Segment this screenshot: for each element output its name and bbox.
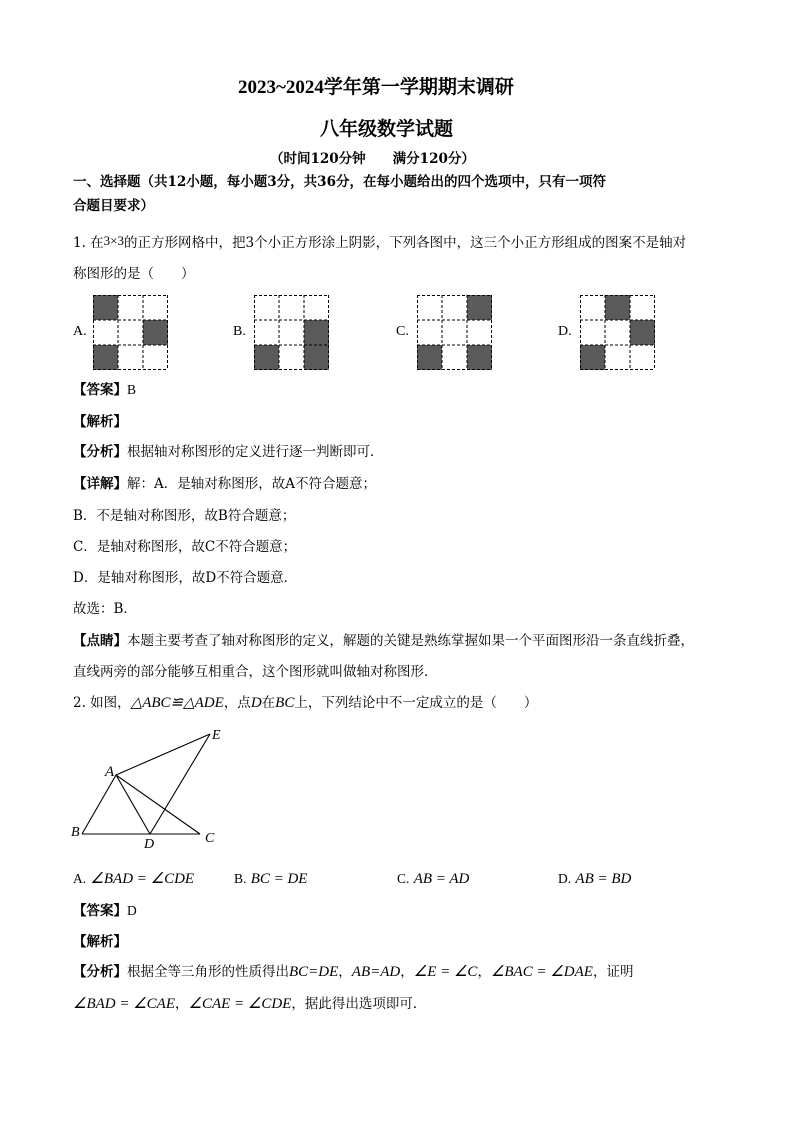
fenxi-m3: ∠E = ∠C <box>413 964 478 980</box>
section-heading: 一、选择题（共12小题，每小题3分，共36分，在每小题给出的四个选项中，只有一项符 <box>73 174 606 190</box>
shaded-cell <box>605 295 630 320</box>
fenxi-s5: ， <box>175 996 189 1012</box>
answer-value: B <box>127 382 137 397</box>
q2-fenxi-cont <box>73 994 426 1014</box>
q1-dianjing-cont: 直线两旁的部分能够互相重合，这个图形就叫做轴对称图形． <box>73 664 438 680</box>
q1-dianjing <box>73 631 694 651</box>
question-2-text <box>73 693 537 713</box>
q1-option-c-label: C. <box>396 324 409 339</box>
shaded-cell <box>467 345 492 370</box>
answer-tag: 【答案】 <box>73 903 127 919</box>
q2-option-a <box>73 869 194 889</box>
q2-option-d <box>558 869 631 889</box>
section-heading-cont: 合题目要求） <box>73 198 154 214</box>
q2-triangle-figure <box>65 722 230 852</box>
q2-mid2: 在 <box>261 695 276 711</box>
q1-option-d-label: D. <box>558 324 572 339</box>
fenxi-s2: ， <box>400 964 414 980</box>
question-1-text <box>73 231 686 253</box>
fenxi-m5: ∠BAD = ∠CAE <box>73 996 176 1012</box>
q2-mid1: ，点 <box>223 695 251 711</box>
q2-option-c-expr: AB = AD <box>413 871 470 887</box>
shaded-cell <box>254 345 279 370</box>
shaded-cell <box>304 345 329 370</box>
shaded-cell <box>304 320 329 345</box>
xiangjie-text: 解：A．是轴对称图形，故A不符合题意； <box>127 476 376 492</box>
shaded-cell <box>580 345 605 370</box>
q1-choose: 故选：B． <box>73 601 137 617</box>
q1-analysis-tag: 【解析】 <box>73 414 127 430</box>
fenxi-s4: ，证明 <box>592 964 634 980</box>
q1-answer <box>73 380 136 400</box>
fenxi-pre: 根据全等三角形的性质得出 <box>127 964 289 980</box>
q1-line-d: D．是轴对称图形，故D不符合题意． <box>73 570 298 586</box>
q2-option-b <box>234 869 307 889</box>
fenxi-s1: ， <box>338 964 352 980</box>
q2-option-c <box>397 869 469 889</box>
fenxi-text: 根据轴对称图形的定义进行逐一判断即可． <box>127 444 384 460</box>
q2-analysis-tag: 【解析】 <box>73 934 127 950</box>
shaded-cell <box>467 295 492 320</box>
grid-3x3 <box>580 295 655 370</box>
q2-option-d-expr: AB = BD <box>575 871 632 887</box>
fenxi-m6: ∠CAE = ∠CDE <box>188 996 292 1012</box>
fenxi-post: ，据此得出选项即可． <box>291 996 427 1012</box>
q1-option-c-grid <box>417 295 492 370</box>
grid-3x3 <box>93 295 168 370</box>
grid-3x3 <box>254 295 329 370</box>
q1-line-b: B．不是轴对称图形，故B符合题意； <box>73 508 296 524</box>
q1-suffix: 的正方形网格中，把3个小正方形涂上阴影，下列各图中，这三个小正方形组成的图案不是轴对 <box>124 235 687 251</box>
q2-fenxi <box>73 962 633 982</box>
q1-line-c: C．是轴对称图形，故C不符合题意； <box>73 539 297 555</box>
q2-prefix: 2. 如图， <box>73 695 131 711</box>
q2-answer <box>73 901 137 921</box>
fenxi-s3: ， <box>477 964 491 980</box>
shaded-cell <box>93 295 118 320</box>
dianjing-tag: 【点睛】 <box>73 633 127 649</box>
fenxi-m4: ∠BAC = ∠DAE <box>490 964 593 980</box>
q2-math-d: D <box>250 695 262 711</box>
q2-math-bc: BC <box>275 695 295 711</box>
dianjing-text: 本题主要考查了轴对称图形的定义，解题的关键是熟练掌握如果一个平面图形沿一条直线折叠， <box>127 633 694 649</box>
point-a-label: A <box>105 764 115 780</box>
point-c-label: C <box>205 831 215 846</box>
question-1-text-cont: 称图形的是（ ） <box>73 266 195 282</box>
page-title: 2023~2024学年第一学期期末调研 <box>238 77 514 98</box>
point-b-label: B <box>71 825 80 840</box>
q2-option-c-label: C. <box>397 871 410 886</box>
q1-option-b-label: B. <box>233 324 246 339</box>
shaded-cell <box>417 345 442 370</box>
q1-option-a-grid <box>93 295 168 370</box>
answer-tag: 【答案】 <box>73 382 127 398</box>
q2-option-b-label: B. <box>234 871 247 886</box>
q2-math-congruent: △ABC≌△ADE <box>130 695 224 711</box>
page-subtitle: 八年级数学试题 <box>320 119 454 140</box>
fenxi-tag: 【分析】 <box>73 444 127 460</box>
grid-3x3 <box>417 295 492 370</box>
q1-option-a-label: A. <box>73 324 87 339</box>
q1-option-d-grid <box>580 295 655 370</box>
q1-prefix: 1. 在 <box>73 235 104 251</box>
q2-option-a-label: A. <box>73 871 87 886</box>
q2-option-a-expr: ∠BAD = ∠CDE <box>90 871 195 887</box>
point-e-label: E <box>212 728 221 743</box>
q1-fenxi <box>73 442 384 462</box>
q1-xiangjie <box>73 474 376 494</box>
fenxi-tag: 【分析】 <box>73 964 127 980</box>
q1-option-b-grid <box>254 295 329 370</box>
answer-value: D <box>127 903 137 918</box>
shaded-cell <box>143 320 168 345</box>
time-info: （时间120分钟 满分120分） <box>270 151 475 167</box>
xiangjie-tag: 【详解】 <box>73 476 127 492</box>
q2-option-b-expr: BC = DE <box>250 871 308 887</box>
q1-grid-size: 3×3 <box>103 233 125 248</box>
shaded-cell <box>630 320 655 345</box>
fenxi-m1: BC=DE <box>289 964 339 980</box>
point-d-label: D <box>144 837 155 852</box>
q2-suffix: 上，下列结论中不一定成立的是（ ） <box>294 695 538 711</box>
fenxi-m2: AB=AD <box>351 964 401 980</box>
q2-option-d-label: D. <box>558 871 572 886</box>
shaded-cell <box>93 345 118 370</box>
